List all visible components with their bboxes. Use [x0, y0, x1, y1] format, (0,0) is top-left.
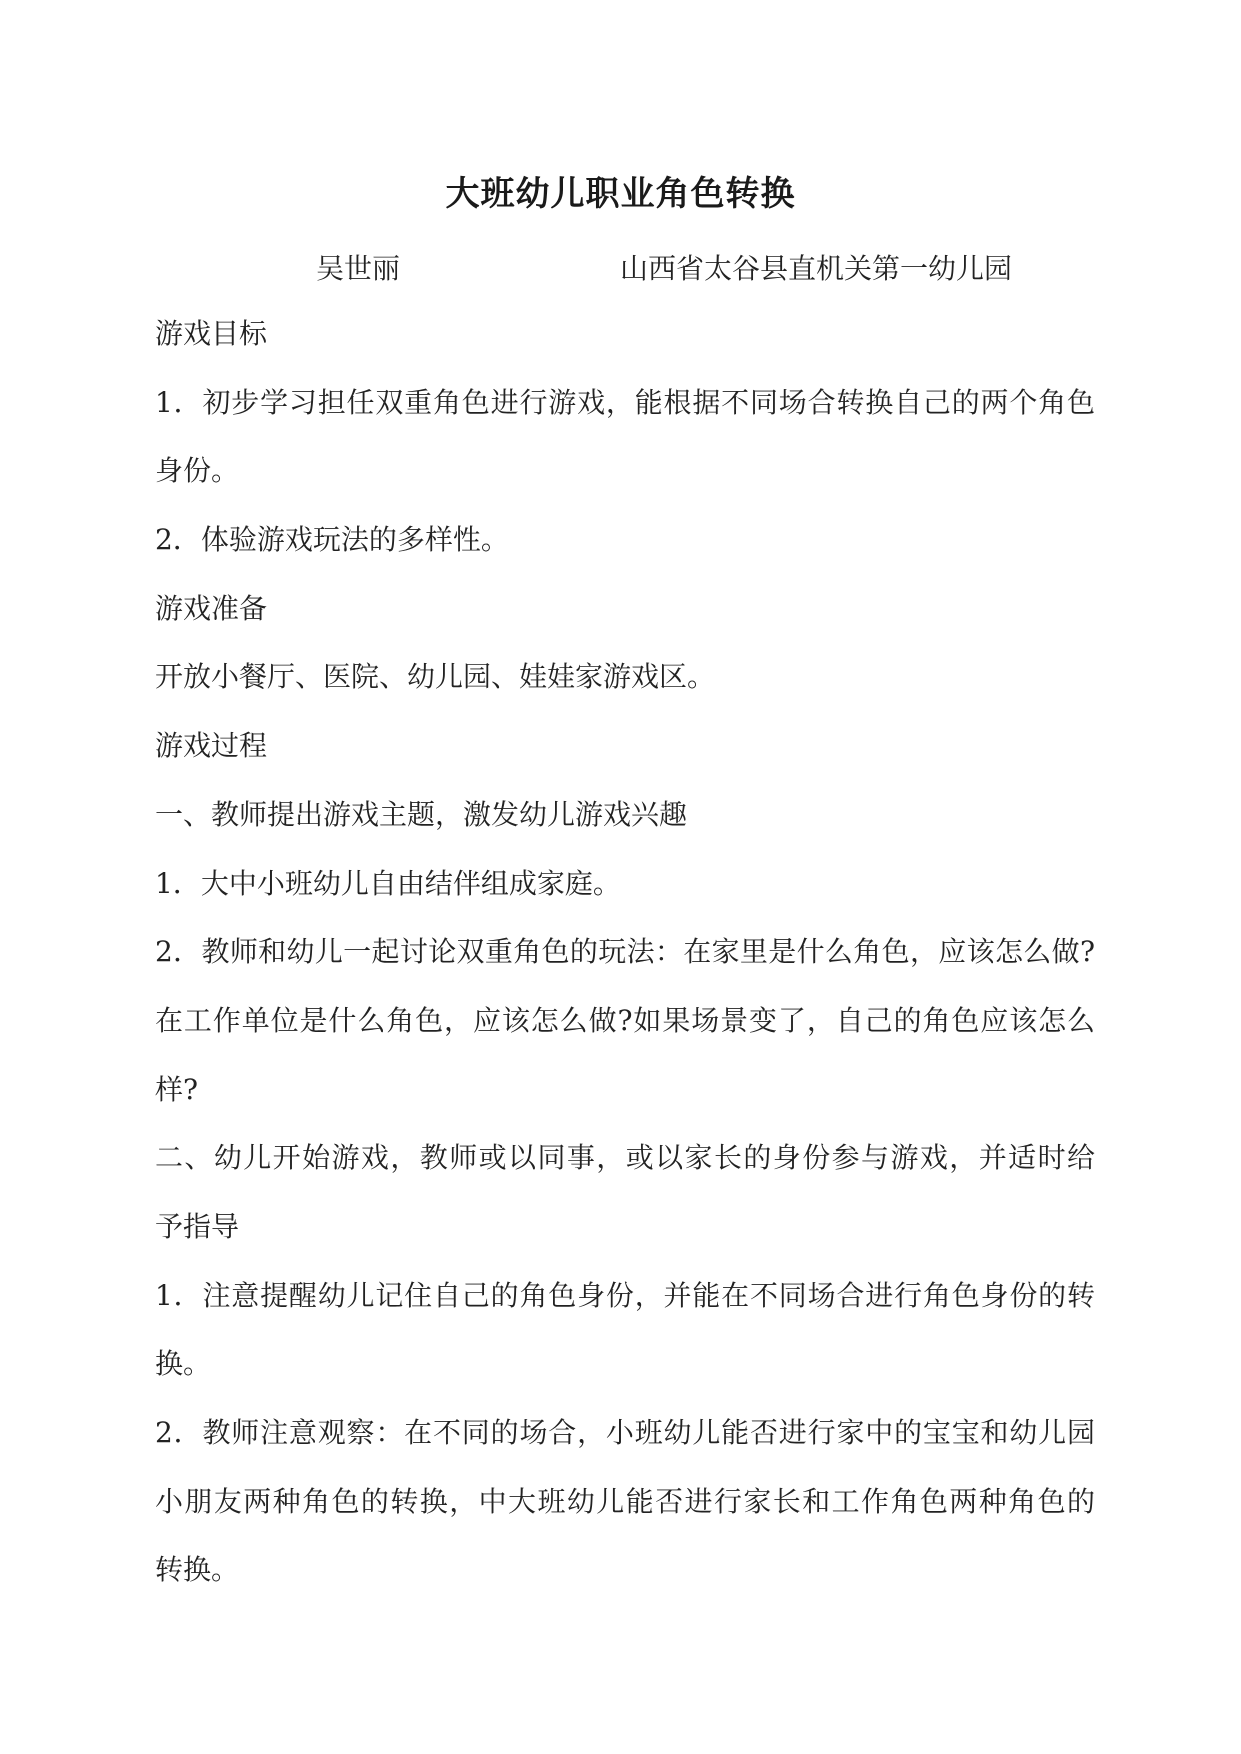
author-name: 吴世丽: [316, 252, 401, 285]
body-line: 游戏准备: [155, 591, 268, 625]
body-line: 二、幼儿开始游戏，教师或以同事，或以家长的身份参与游戏，并适时给: [155, 1141, 1095, 1175]
body-line: 小朋友两种角色的转换，中大班幼儿能否进行家长和工作角色两种角色的: [155, 1484, 1095, 1518]
body-line: 开放小餐厅、医院、幼儿园、娃娃家游戏区。: [155, 660, 716, 694]
body-line: 2．教师注意观察：在不同的场合，小班幼儿能否进行家中的宝宝和幼儿园: [155, 1416, 1095, 1449]
author-institution: 山西省太谷县直机关第一幼儿园: [620, 252, 1013, 285]
body-line: 予指导: [155, 1209, 240, 1243]
body-line: 1．注意提醒幼儿记住自己的角色身份，并能在不同场合进行角色身份的转: [155, 1278, 1095, 1312]
body-line: 1．初步学习担任双重角色进行游戏，能根据不同场合转换自己的两个角色: [155, 385, 1095, 419]
body-line: 1．大中小班幼儿自由结伴组成家庭。: [155, 866, 621, 900]
document-title: 大班幼儿职业角色转换: [445, 174, 796, 214]
body-line: 2．教师和幼儿一起讨论双重角色的玩法：在家里是什么角色，应该怎么做?: [155, 935, 1095, 969]
body-line: 转换。: [155, 1553, 240, 1587]
body-line: 换。: [155, 1347, 212, 1381]
body-line: 2．体验游戏玩法的多样性。: [155, 523, 509, 557]
body-line: 游戏目标: [155, 317, 268, 350]
body-line: 样?: [155, 1072, 199, 1106]
body-line: 身份。: [155, 454, 240, 488]
body-line: 游戏过程: [155, 729, 268, 763]
document-body: [155, 312, 1095, 1617]
body-line: 在工作单位是什么角色，应该怎么做?如果场景变了，自己的角色应该怎么: [155, 1003, 1095, 1037]
body-line: 一、教师提出游戏主题，激发幼儿游戏兴趣: [155, 797, 688, 831]
